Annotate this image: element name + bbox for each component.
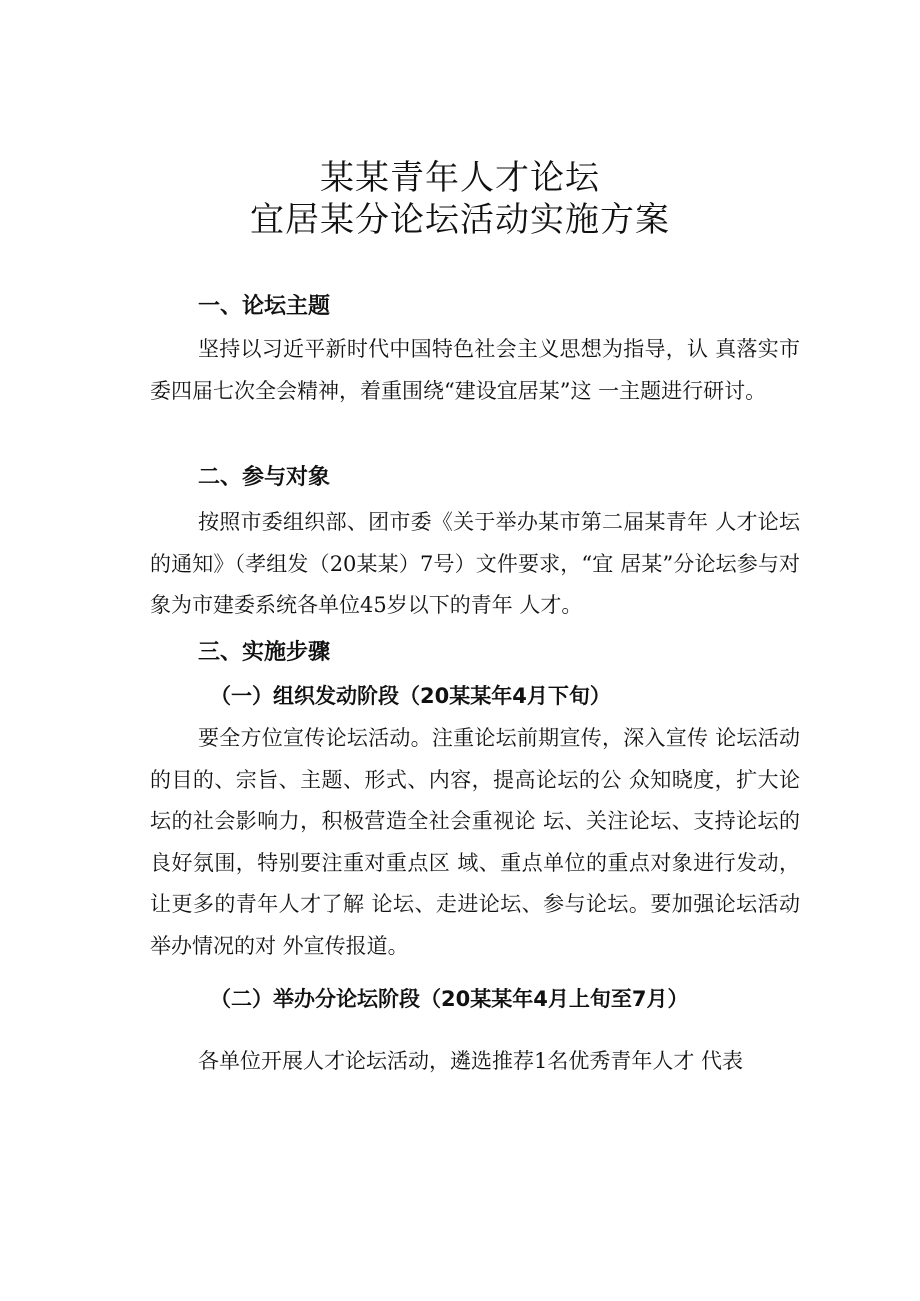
document-title-line1: 某某青年人才论坛 [320,158,600,198]
section2-heading: 二、参与对象 [198,465,331,490]
section1-heading: 一、论坛主题 [198,294,331,319]
section3-heading: 三、实施步骤 [198,640,331,665]
document-title-line2: 宜居某分论坛活动实施方案 [250,200,670,240]
stage1-paragraph: 要全方位宣传论坛活动。注重论坛前期宣传，深入宣传 论坛活动的目的、宗旨、主题、形式、内容，提高论坛的公 众知晓度，扩大论坛的社会影响力，积极营造全社会重视论 坛、关注论坛、支持论坛的良好氛围，特别要注重对重点区 域、重点单位的重点对象进行发动，让更多的青年人才了解 论坛、走进论坛、参与论坛。要加强论坛活动举办情况的对 外宣传报道。 [150,726,800,958]
stage2-paragraph: 各单位开展人才论坛活动，遴选推荐1名优秀青年人才 代表 [198,1049,744,1073]
section2-paragraph: 按照市委组织部、团市委《关于举办某市第二届某青年 人才论坛的通知》（孝组发（20某某）7号）文件要求，“宜 居某”分论坛参与对象为市建委系统各单位45岁以下的青年 人才。 [150,510,800,617]
stage1-heading: （一）组织发动阶段（20某某年4月下旬） [210,684,611,708]
stage2-heading: （二）举办分论坛阶段（20某某年4月上旬至7月） [210,987,689,1011]
section1-paragraph: 坚持以习近平新时代中国特色社会主义思想为指导，认 真落实市委四届七次全会精神，着重围绕“建设宜居某”这 一主题进行研讨。 [150,337,800,403]
